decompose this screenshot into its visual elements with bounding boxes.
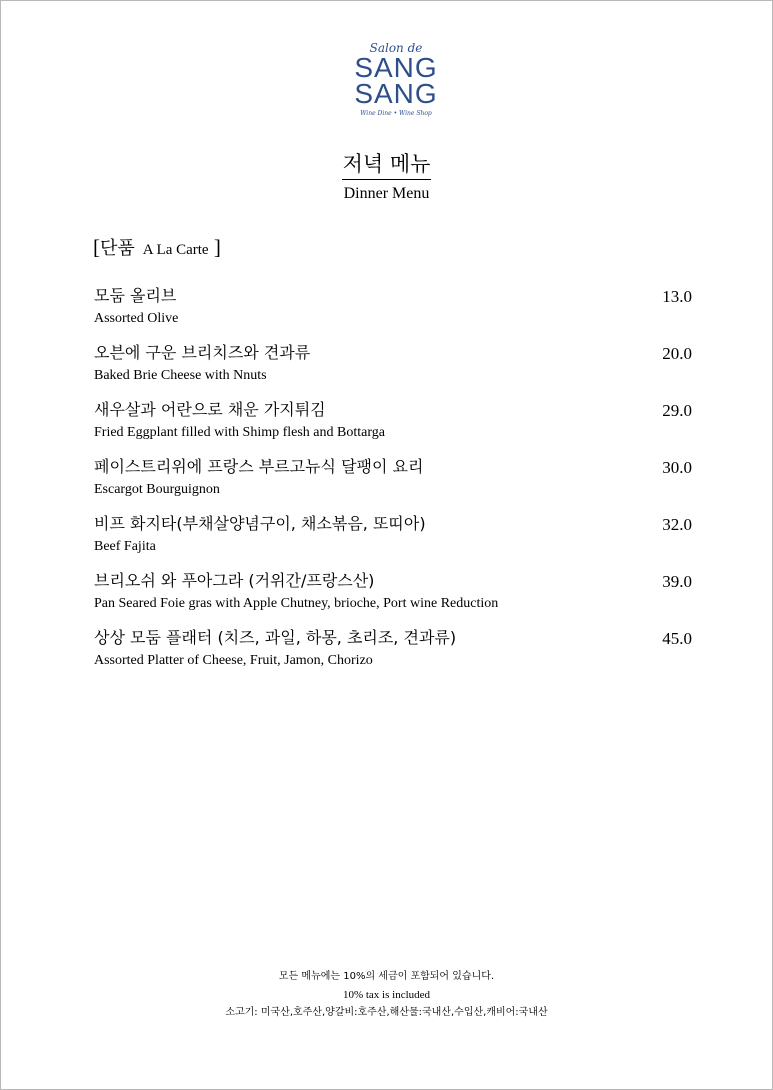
menu-item-price: 32.0 bbox=[662, 515, 692, 534]
section-bracket-close: ] bbox=[213, 235, 221, 259]
menu-item-name: 새우살과 어란으로 채운 가지튀김 bbox=[94, 400, 326, 419]
menu-item-description: Fried Eggplant filled with Shimp flesh and Bottarga bbox=[94, 425, 385, 440]
menu-title-english: Dinner Menu bbox=[343, 185, 430, 202]
menu-item-price: 20.0 bbox=[662, 344, 692, 363]
menu-item-description: Assorted Platter of Cheese, Fruit, Jamon, Chorizo bbox=[94, 653, 373, 668]
section-title-english: A La Carte bbox=[142, 242, 209, 258]
menu-item-price: 39.0 bbox=[662, 572, 692, 591]
menu-item bbox=[94, 570, 692, 627]
menu-item-description: Pan Seared Foie gras with Apple Chutney, brioche, Port wine Reduction bbox=[94, 596, 499, 611]
menu-item bbox=[94, 627, 692, 684]
menu-items-list bbox=[94, 285, 692, 684]
menu-item bbox=[94, 285, 692, 342]
menu-item-description: Escargot Bourguignon bbox=[94, 482, 220, 497]
section-heading bbox=[93, 234, 221, 263]
menu-title-korean bbox=[1, 151, 772, 180]
menu-item bbox=[94, 513, 692, 570]
section-bracket-open: [ bbox=[93, 235, 100, 259]
tax-note-english: 10% tax is included bbox=[342, 989, 431, 1001]
logo-word-line1: SANG bbox=[354, 52, 438, 83]
logo-tagline: Wine Dine • Wine Shop bbox=[360, 110, 432, 117]
menu-item-name: 비프 화지타(부채살양념구이, 채소볶음, 또띠아) bbox=[94, 514, 426, 533]
menu-item-name: 상상 모둠 플래터 (치즈, 과일, 하몽, 초리조, 견과류) bbox=[94, 628, 457, 647]
menu-item-name: 모둠 올리브 bbox=[94, 286, 177, 305]
logo-script-text: Salon de bbox=[369, 41, 423, 55]
menu-item bbox=[94, 399, 692, 456]
tax-note-korean: 모든 메뉴에는 10%의 세금이 포함되어 있습니다. bbox=[278, 971, 495, 982]
menu-item bbox=[94, 456, 692, 513]
menu-item-price: 45.0 bbox=[662, 629, 692, 648]
menu-item-description: Baked Brie Cheese with Nnuts bbox=[94, 368, 267, 383]
menu-item-description: Beef Fajita bbox=[94, 539, 156, 554]
section-title-korean: 단품 bbox=[100, 238, 135, 259]
menu-title-korean-text: 저녁 메뉴 bbox=[342, 151, 432, 180]
menu-footer bbox=[1, 968, 772, 1022]
menu-item-name: 페이스트리위에 프랑스 부르고뉴식 달팽이 요리 bbox=[94, 457, 424, 476]
menu-item-name: 오븐에 구운 브리치즈와 견과류 bbox=[94, 343, 311, 362]
menu-item-price: 29.0 bbox=[662, 401, 692, 420]
menu-item-price: 13.0 bbox=[662, 287, 692, 306]
restaurant-logo bbox=[333, 41, 459, 131]
menu-item-name: 브리오쉬 와 푸아그라 (거위간/프랑스산) bbox=[94, 571, 375, 590]
menu-item-price: 30.0 bbox=[662, 458, 692, 477]
menu-item-description: Assorted Olive bbox=[94, 311, 179, 326]
logo-word-line2: SANG bbox=[354, 78, 438, 109]
origin-note: 소고기: 미국산,호주산,양갈비:호주산,해산물:국내산,수입산,캐비어:국내산 bbox=[225, 1007, 548, 1018]
menu-item bbox=[94, 342, 692, 399]
